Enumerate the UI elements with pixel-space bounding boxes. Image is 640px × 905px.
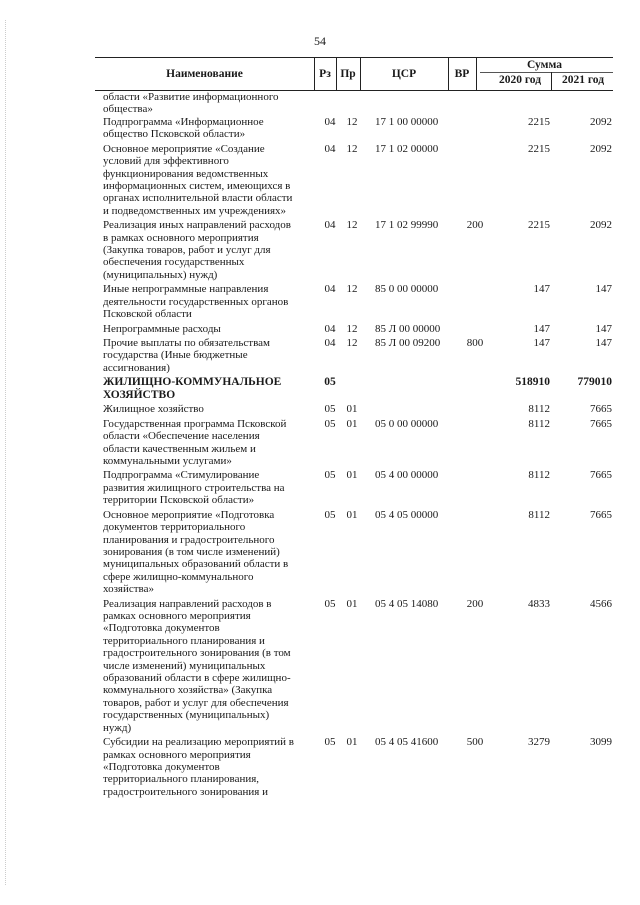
row-rz: 05 bbox=[324, 469, 336, 482]
row-sum-2020: 4833 bbox=[528, 597, 550, 610]
row-rz: 04 bbox=[324, 115, 336, 128]
row-rz: 05 bbox=[324, 736, 336, 749]
row-name: Основное мероприятие «Подготовка документов территориального планирования и градостроительного зонирования (в том числе изменений) муниципальных образований области в сфере жилищно-коммунального хозяйства» bbox=[103, 508, 289, 596]
table-row bbox=[0, 283, 640, 322]
row-sum-2020: 8112 bbox=[528, 417, 550, 430]
row-csr: 05 4 05 14080 bbox=[375, 597, 439, 610]
row-sum-2020: 2215 bbox=[528, 219, 550, 232]
table-row bbox=[0, 116, 640, 143]
row-name: Непрограммные расходы bbox=[103, 322, 221, 335]
row-rz: 04 bbox=[324, 283, 336, 296]
sum-divider bbox=[480, 72, 613, 73]
row-sum-2021: 147 bbox=[595, 283, 612, 296]
row-name: Подпрограмма «Стимулирование развития жилищного строительства на территории Псковской области» bbox=[103, 469, 285, 507]
row-name: ЖИЛИЩНО-КОММУНАЛЬНОЕ ХОЗЯЙСТВО bbox=[103, 376, 282, 401]
row-sum-2021: 2092 bbox=[590, 142, 612, 155]
row-name: Прочие выплаты по обязательствам государства (Иные бюджетные ассигнования) bbox=[103, 337, 270, 374]
row-sum-2021: 2092 bbox=[590, 115, 612, 128]
table-row bbox=[0, 91, 640, 116]
row-pr: 01 bbox=[346, 469, 358, 482]
row-name: Субсидии на реализацию мероприятий в рамках основного мероприятия «Подготовка документов территориального планирования, градостроительного зонирования и bbox=[103, 736, 294, 798]
header-year-2020: 2020 год bbox=[498, 74, 542, 86]
table-row bbox=[0, 418, 640, 470]
row-csr: 05 4 05 00000 bbox=[375, 508, 439, 521]
row-csr: 17 1 02 99990 bbox=[375, 219, 439, 232]
row-name: Основное мероприятие «Создание условий для эффективного функционирования ведомственных информационных систем, имеющихся в органах исполнительной власти области и подведомственных им учреждениях» bbox=[103, 142, 293, 217]
table-row bbox=[0, 403, 640, 418]
row-name: области «Развитие информационного общества» bbox=[103, 91, 279, 116]
row-sum-2020: 147 bbox=[533, 337, 550, 350]
row-vr: 200 bbox=[466, 219, 484, 232]
row-sum-2020: 518910 bbox=[515, 376, 550, 389]
row-rz: 04 bbox=[324, 337, 336, 350]
header-pr: Пр bbox=[340, 68, 356, 80]
row-sum-2021: 7665 bbox=[590, 403, 612, 416]
row-name: Иные непрограммные направления деятельности государственных органов Псковской области bbox=[103, 283, 289, 321]
table-row bbox=[0, 337, 640, 376]
row-name: Жилищное хозяйство bbox=[103, 403, 204, 416]
row-sum-2021: 7665 bbox=[590, 469, 612, 482]
row-sum-2021: 2092 bbox=[590, 219, 612, 232]
row-vr: 500 bbox=[466, 736, 484, 749]
table-row bbox=[0, 469, 640, 508]
row-sum-2021: 147 bbox=[595, 337, 612, 350]
table-row bbox=[0, 509, 640, 598]
row-sum-2020: 8112 bbox=[528, 508, 550, 521]
row-sum-2021: 147 bbox=[595, 322, 612, 335]
row-sum-2021: 3099 bbox=[590, 736, 612, 749]
table-row bbox=[0, 376, 640, 403]
header-sum: Сумма bbox=[527, 59, 562, 71]
row-sum-2020: 2215 bbox=[528, 142, 550, 155]
row-sum-2021: 7665 bbox=[590, 508, 612, 521]
row-csr: 85 0 00 00000 bbox=[375, 283, 439, 296]
row-sum-2020: 2215 bbox=[528, 115, 550, 128]
row-sum-2021: 779010 bbox=[577, 376, 612, 389]
row-rz: 04 bbox=[324, 322, 336, 335]
row-csr: 05 0 00 00000 bbox=[375, 417, 439, 430]
row-pr: 01 bbox=[346, 508, 358, 521]
row-pr: 01 bbox=[346, 736, 358, 749]
row-csr: 05 4 05 41600 bbox=[375, 736, 439, 749]
row-rz: 04 bbox=[324, 142, 336, 155]
row-rz: 05 bbox=[324, 597, 336, 610]
column-divider bbox=[551, 72, 552, 90]
row-vr: 200 bbox=[466, 597, 484, 610]
row-csr: 05 4 00 00000 bbox=[375, 469, 439, 482]
row-csr: 85 Л 00 09200 bbox=[375, 337, 441, 350]
row-pr: 12 bbox=[346, 283, 358, 296]
header-rz: Рз bbox=[319, 68, 331, 80]
row-rz: 05 bbox=[324, 417, 336, 430]
header-name: Наименование bbox=[166, 68, 243, 80]
page-number: 54 bbox=[314, 34, 326, 48]
row-rz: 04 bbox=[324, 219, 336, 232]
table-row bbox=[0, 598, 640, 737]
row-csr: 17 1 00 00000 bbox=[375, 115, 439, 128]
row-sum-2020: 147 bbox=[533, 283, 550, 296]
row-vr: 800 bbox=[466, 337, 484, 350]
row-pr: 12 bbox=[346, 219, 358, 232]
header-vr: ВР bbox=[454, 68, 470, 80]
row-csr: 85 Л 00 00000 bbox=[375, 322, 441, 335]
row-pr: 01 bbox=[346, 403, 358, 416]
row-name: Реализация направлений расходов в рамках основного мероприятия «Подготовка документов территориального планирования и градостроительного зонирования (в том числе изменений) муниципальных образований области в сфере жилищно- коммунального хозяйства» (Закупка товаров, работ и услуг для обеспечения государственных (муниципальных) нужд) bbox=[103, 597, 291, 734]
row-rz: 05 bbox=[324, 403, 336, 416]
row-sum-2020: 8112 bbox=[528, 403, 550, 416]
table-row bbox=[0, 323, 640, 338]
row-sum-2021: 4566 bbox=[590, 597, 612, 610]
table-row bbox=[0, 219, 640, 283]
row-name: Подпрограмма «Информационное общество Псковской области» bbox=[103, 115, 264, 141]
row-pr: 12 bbox=[346, 115, 358, 128]
row-pr: 12 bbox=[346, 142, 358, 155]
row-rz: 05 bbox=[324, 376, 336, 389]
row-pr: 12 bbox=[346, 322, 358, 335]
table-row bbox=[0, 736, 640, 800]
row-rz: 05 bbox=[324, 508, 336, 521]
table-row bbox=[0, 143, 640, 220]
row-sum-2020: 147 bbox=[533, 322, 550, 335]
row-sum-2021: 7665 bbox=[590, 417, 612, 430]
table-header bbox=[95, 57, 613, 91]
row-name: Государственная программа Псковской области «Обеспечение населения области качественным жильем и коммунальными услугами» bbox=[103, 417, 287, 467]
row-pr: 01 bbox=[346, 417, 358, 430]
row-pr: 01 bbox=[346, 597, 358, 610]
row-sum-2020: 8112 bbox=[528, 469, 550, 482]
row-sum-2020: 3279 bbox=[528, 736, 550, 749]
row-pr: 12 bbox=[346, 337, 358, 350]
header-year-2021: 2021 год bbox=[561, 74, 605, 86]
row-csr: 17 1 02 00000 bbox=[375, 142, 439, 155]
table-body bbox=[0, 91, 640, 800]
row-name: Реализация иных направлений расходов в рамках основного мероприятия (Закупка товаров, работ и услуг для обеспечения государственных (муниципальных) нужд) bbox=[103, 219, 291, 281]
header-csr: ЦСР bbox=[391, 68, 417, 80]
